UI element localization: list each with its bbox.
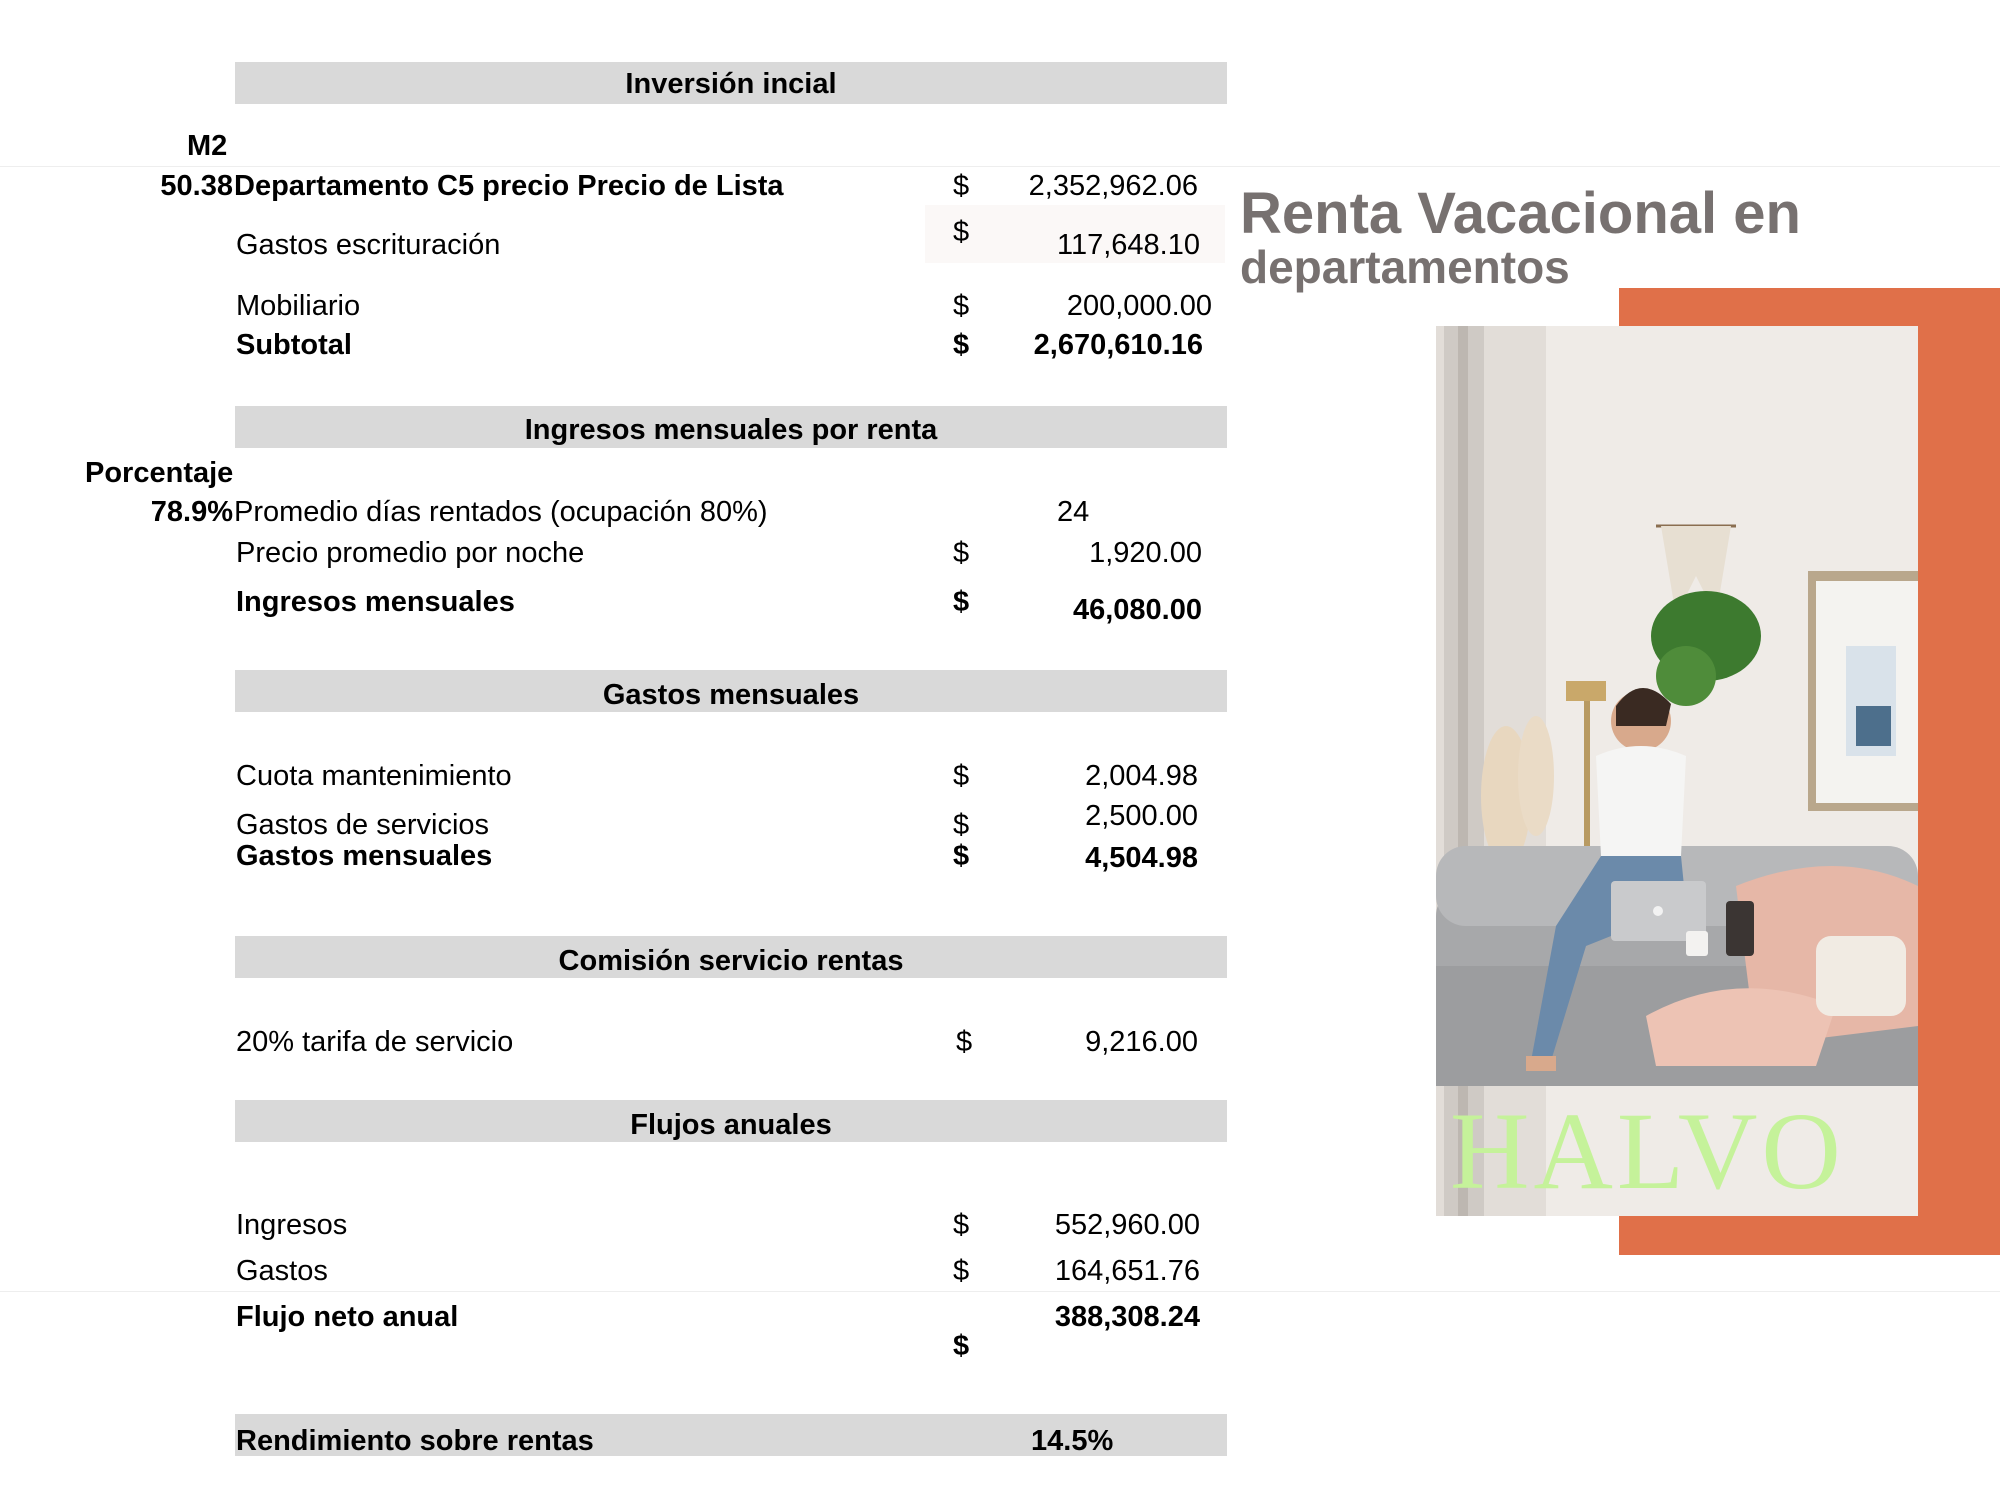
- precio-value: 1,920.00: [1089, 537, 1202, 569]
- servicios-value: 2,500.00: [1085, 800, 1198, 832]
- mobiliario-label: Mobiliario: [236, 290, 361, 322]
- flujos-ingresos-label: Ingresos: [236, 1209, 348, 1241]
- currency-sign: $: [953, 1209, 970, 1241]
- flujos-ingresos-value: 552,960.00: [1054, 1209, 1200, 1241]
- flujo-neto-label: Flujo neto anual: [236, 1301, 459, 1333]
- escrituracion-value: 117,648.10: [1057, 229, 1200, 261]
- currency-sign: $: [953, 809, 970, 841]
- tarifa-label: 20% tarifa de servicio: [236, 1026, 514, 1058]
- servicios-label: Gastos de servicios: [236, 809, 490, 841]
- section-divider: [0, 166, 2000, 167]
- ingresos-total-label: Ingresos mensuales: [236, 586, 515, 618]
- currency-sign: $: [953, 537, 970, 569]
- subtotal-label: Subtotal: [236, 329, 352, 361]
- currency-sign: $: [953, 760, 970, 792]
- gastos-total-label: Gastos mensuales: [236, 840, 493, 872]
- depto-value: 2,352,962.06: [1028, 170, 1198, 202]
- m2-label: M2: [187, 130, 228, 162]
- promo-title-line1: Renta Vacacional en: [1240, 181, 1801, 246]
- section-title-inversion: Inversión incial: [625, 68, 837, 100]
- halvo-logo: HALVO: [1450, 1090, 1845, 1212]
- cuota-value: 2,004.98: [1085, 760, 1198, 792]
- currency-sign: $: [953, 840, 970, 872]
- precio-label: Precio promedio por noche: [236, 537, 585, 569]
- mobiliario-value: 200,000.00: [1066, 290, 1212, 322]
- currency-sign: $: [953, 586, 970, 618]
- currency-sign: $: [953, 216, 970, 248]
- subtotal-value: 2,670,610.16: [1033, 329, 1203, 361]
- dias-value: 24: [1057, 496, 1090, 528]
- depto-label: Departamento C5 precio Precio de Lista: [234, 170, 784, 202]
- currency-sign: $: [953, 1255, 970, 1287]
- rendimiento-label: Rendimiento sobre rentas: [236, 1425, 594, 1457]
- escrituracion-label: Gastos escrituración: [236, 229, 501, 261]
- porcentaje-value: 78.9%: [150, 496, 233, 528]
- currency-sign: $: [953, 170, 970, 202]
- currency-sign: $: [953, 329, 970, 361]
- section-title-ingresos: Ingresos mensuales por renta: [524, 414, 938, 446]
- cuota-label: Cuota mantenimiento: [236, 760, 512, 792]
- tarifa-value: 9,216.00: [1085, 1026, 1198, 1058]
- section-title-comision: Comisión servicio rentas: [558, 945, 904, 977]
- section-title-flujos: Flujos anuales: [630, 1109, 832, 1141]
- rendimiento-value: 14.5%: [1031, 1425, 1114, 1457]
- currency-sign: $: [956, 1026, 973, 1058]
- currency-sign: $: [953, 290, 970, 322]
- m2-value: 50.38: [160, 170, 233, 202]
- currency-sign: $: [953, 1330, 970, 1362]
- section-divider: [0, 1291, 2000, 1292]
- flujo-neto-value: 388,308.24: [1054, 1301, 1200, 1333]
- photo-illustration: [1436, 326, 1918, 1216]
- porcentaje-label: Porcentaje: [85, 457, 234, 489]
- flujos-gastos-label: Gastos: [236, 1255, 328, 1287]
- dias-label: Promedio días rentados (ocupación 80%): [234, 496, 768, 528]
- ingresos-total-value: 46,080.00: [1072, 594, 1202, 626]
- gastos-total-value: 4,504.98: [1085, 842, 1198, 874]
- promo-title-line2: departamentos: [1240, 241, 1570, 293]
- flujos-gastos-value: 164,651.76: [1054, 1255, 1200, 1287]
- section-title-gastos: Gastos mensuales: [602, 679, 860, 711]
- living-room-photo: [1436, 326, 1918, 1216]
